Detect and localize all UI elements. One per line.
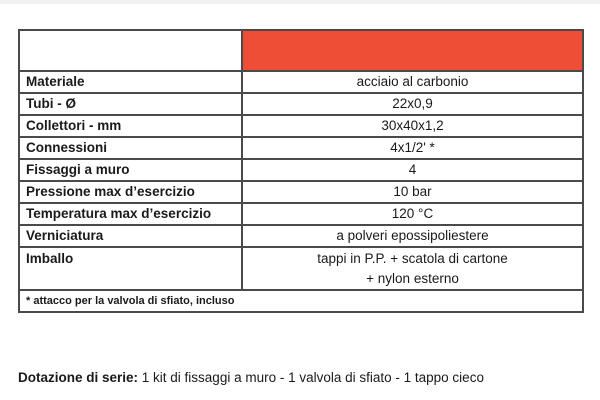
row-value: 10 bar — [242, 181, 583, 203]
row-value: 30x40x1,2 — [242, 115, 583, 137]
header-accent-cell — [242, 30, 583, 71]
row-label: Temperatura max d’esercizio — [19, 203, 242, 225]
row-value-line: + nylon esterno — [366, 271, 459, 286]
row-label: Connessioni — [19, 137, 242, 159]
spec-table — [18, 29, 584, 313]
footnote: * attacco per la valvola di sfiato, incluso — [19, 290, 583, 312]
table-row — [19, 159, 583, 181]
row-value: 4 — [242, 159, 583, 181]
table-row — [19, 225, 583, 247]
row-label: Tubi - Ø — [19, 93, 242, 115]
row-value: 4x1/2' * — [242, 137, 583, 159]
row-label: Fissaggi a muro — [19, 159, 242, 181]
row-value — [242, 247, 583, 290]
table-row — [19, 247, 583, 290]
table-row — [19, 137, 583, 159]
standard-equipment — [18, 370, 484, 385]
row-value-line: tappi in P.P. + scatola di cartone — [317, 251, 508, 266]
row-label: Materiale — [19, 71, 242, 93]
standard-equipment-text: 1 kit di fissaggi a muro - 1 valvola di sfiato - 1 tappo cieco — [138, 370, 484, 385]
row-label: Collettori - mm — [19, 115, 242, 137]
table-row — [19, 203, 583, 225]
header-empty-cell — [19, 30, 242, 71]
row-value: 22x0,9 — [242, 93, 583, 115]
row-label: Pressione max d’esercizio — [19, 181, 242, 203]
row-value: a polveri epossipoliestere — [242, 225, 583, 247]
row-label: Verniciatura — [19, 225, 242, 247]
table-row — [19, 93, 583, 115]
table-row — [19, 115, 583, 137]
row-value: acciaio al carbonio — [242, 71, 583, 93]
row-value: 120 °C — [242, 203, 583, 225]
footnote-row — [19, 290, 583, 312]
table-row — [19, 181, 583, 203]
table-header-row — [19, 30, 583, 71]
top-bar — [0, 0, 600, 4]
standard-equipment-label: Dotazione di serie: — [18, 370, 139, 385]
row-label: Imballo — [19, 247, 242, 290]
table-row — [19, 71, 583, 93]
